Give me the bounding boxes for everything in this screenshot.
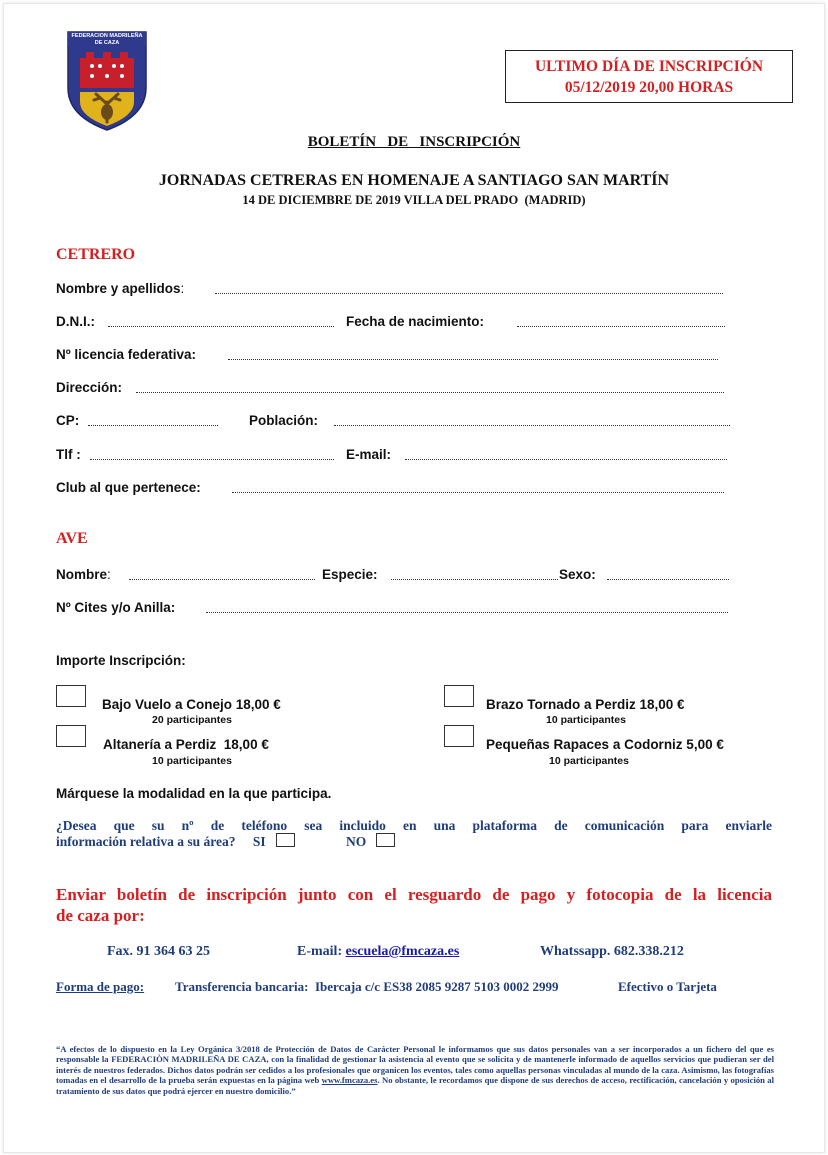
club-field[interactable]	[232, 492, 724, 493]
dni-field[interactable]	[108, 326, 334, 327]
payment-transfer: Transferencia bancaria: Ibercaja c/c ES38 2085 9287 5103 0002 2999	[175, 979, 559, 994]
email-contact: E-mail: escuela@fmcaza.es	[297, 944, 460, 959]
option-pequenas-rapaces-label: Pequeñas Rapaces a Codorniz 5,00 €	[486, 737, 724, 752]
deadline-box	[505, 50, 793, 103]
licencia-label: Nº licencia federativa:	[56, 347, 196, 362]
fax-text: Fax. 91 364 63 25	[107, 944, 211, 959]
direccion-label: Dirección:	[56, 380, 123, 395]
cp-field[interactable]	[88, 425, 218, 426]
licencia-field[interactable]	[228, 359, 718, 360]
nombre-apellidos-field[interactable]	[215, 293, 723, 294]
no-label: NO	[346, 834, 367, 849]
option-bajo-vuelo-label: Bajo Vuelo a Conejo 18,00 €	[102, 697, 281, 712]
payment-other: Efectivo o Tarjeta	[618, 979, 717, 994]
payment-label: Forma de pago:	[56, 979, 145, 994]
phone-question-line2: información relativa a su área? SI NO	[56, 833, 772, 849]
no-checkbox[interactable]	[376, 833, 395, 847]
phone-question-line1: ¿Desea que su nº de teléfono sea incluido en una plataforma de comunicación para enviarle	[56, 818, 772, 833]
si-label: SI	[252, 834, 266, 849]
send-line2: de caza por:	[56, 906, 145, 925]
checkbox-pequenas-rapaces[interactable]	[444, 725, 474, 747]
especie-field[interactable]	[391, 579, 558, 580]
dni-label: D.N.I.:	[56, 314, 95, 329]
option-altaneria-label: Altanería a Perdiz 18,00 €	[103, 737, 269, 752]
club-label: Club al que pertenece:	[56, 480, 201, 495]
checkbox-bajo-vuelo[interactable]	[56, 685, 86, 707]
ave-nombre-field[interactable]	[129, 579, 315, 580]
send-instructions	[56, 884, 772, 926]
option-bajo-vuelo-sub: 20 participantes	[152, 714, 232, 726]
poblacion-field[interactable]	[334, 425, 730, 426]
option-brazo-tornado-sub: 10 participantes	[546, 714, 626, 726]
email-label: E-mail:	[346, 447, 392, 462]
ave-nombre-label: Nombre:	[56, 567, 111, 582]
poblacion-label: Población:	[249, 413, 319, 428]
event-name: JORNADAS CETRERAS EN HOMENAJE A SANTIAGO SAN MARTÍN	[158, 172, 670, 189]
direccion-field[interactable]	[136, 392, 724, 393]
importe-label: Importe Inscripción:	[56, 653, 186, 668]
option-altaneria-sub: 10 participantes	[152, 755, 232, 767]
legal-org: FEDERACIÒN MADRILEÑA DE CAZA	[111, 1054, 267, 1065]
phone-question	[56, 818, 772, 849]
legal-web-link[interactable]: www.fmcaza.es	[321, 1075, 378, 1086]
sexo-label: Sexo:	[559, 567, 596, 582]
deadline-line2: 05/12/2019 20,00 HORAS	[564, 79, 734, 96]
option-pequenas-rapaces-sub: 10 participantes	[549, 755, 629, 767]
email-field[interactable]	[405, 459, 727, 460]
modalidad-note: Márquese la modalidad en la que participa.	[56, 786, 332, 801]
form-title: BOLETÍN DE INSCRIPCIÓN	[307, 134, 521, 150]
email-link[interactable]: escuela@fmcaza.es	[345, 944, 460, 959]
cites-field[interactable]	[206, 612, 728, 613]
tlf-field[interactable]	[90, 459, 334, 460]
fecha-nacimiento-label: Fecha de nacimiento:	[346, 314, 485, 329]
tlf-label: Tlf :	[56, 447, 81, 462]
legal-notice: “A efectos de lo dispuesto en la Ley Orgánica 3/2018 de Protección de Datos de Carácter Personal le informamos que sus datos personales van a ser incorporados a un fichero del que es responsable la FEDERACIÒN MADRILEÑA DE CAZA, con la finalidad de gestionar la asistencia al evento que se solicita y de mantenerle informado de aquellos servicios que pudieran ser del interés de nuestros federados. Dichos datos podrán ser cedidos a los profesionales que organicen los eventos, tales como aquellas personas vinculadas al mundo de la caza. Asimismo, las fotografías tomadas en el desarrollo de la prueba serán expuestas en la página web www.fmcaza.es. No obstante, le recordamos que dispone de sus derechos de acceso, rectificación, cancelación y oposición al tratamiento de sus datos que podrá ejercer en nuestro domicilio.”	[56, 1044, 774, 1096]
section-ave: AVE	[56, 530, 88, 547]
checkbox-brazo-tornado[interactable]	[444, 685, 474, 707]
option-brazo-tornado-label: Brazo Tornado a Perdiz 18,00 €	[486, 697, 685, 712]
checkbox-altaneria[interactable]	[56, 725, 86, 747]
sexo-field[interactable]	[607, 579, 729, 580]
especie-label: Especie:	[322, 567, 378, 582]
event-date-place: 14 DE DICIEMBRE DE 2019 VILLA DEL PRADO (MADRID)	[242, 193, 586, 207]
section-cetrero: CETRERO	[56, 246, 136, 263]
whatsapp-text: Whatssapp. 682.338.212	[540, 944, 684, 959]
cites-label: Nº Cites y/o Anilla:	[56, 600, 176, 615]
deadline-line1: ULTIMO DÍA DE INSCRIPCIÓN	[534, 58, 764, 75]
fecha-nacimiento-field[interactable]	[517, 326, 725, 327]
logo-text: FEDERACION MADRILEÑA DE CAZA	[71, 33, 143, 46]
cp-label: CP:	[56, 413, 80, 428]
nombre-apellidos-label: Nombre y apellidos:	[56, 281, 185, 296]
si-checkbox[interactable]	[276, 833, 295, 847]
send-line1: Enviar boletín de inscripción junto con el resguardo de pago y fotocopia de la licencia	[56, 885, 772, 904]
